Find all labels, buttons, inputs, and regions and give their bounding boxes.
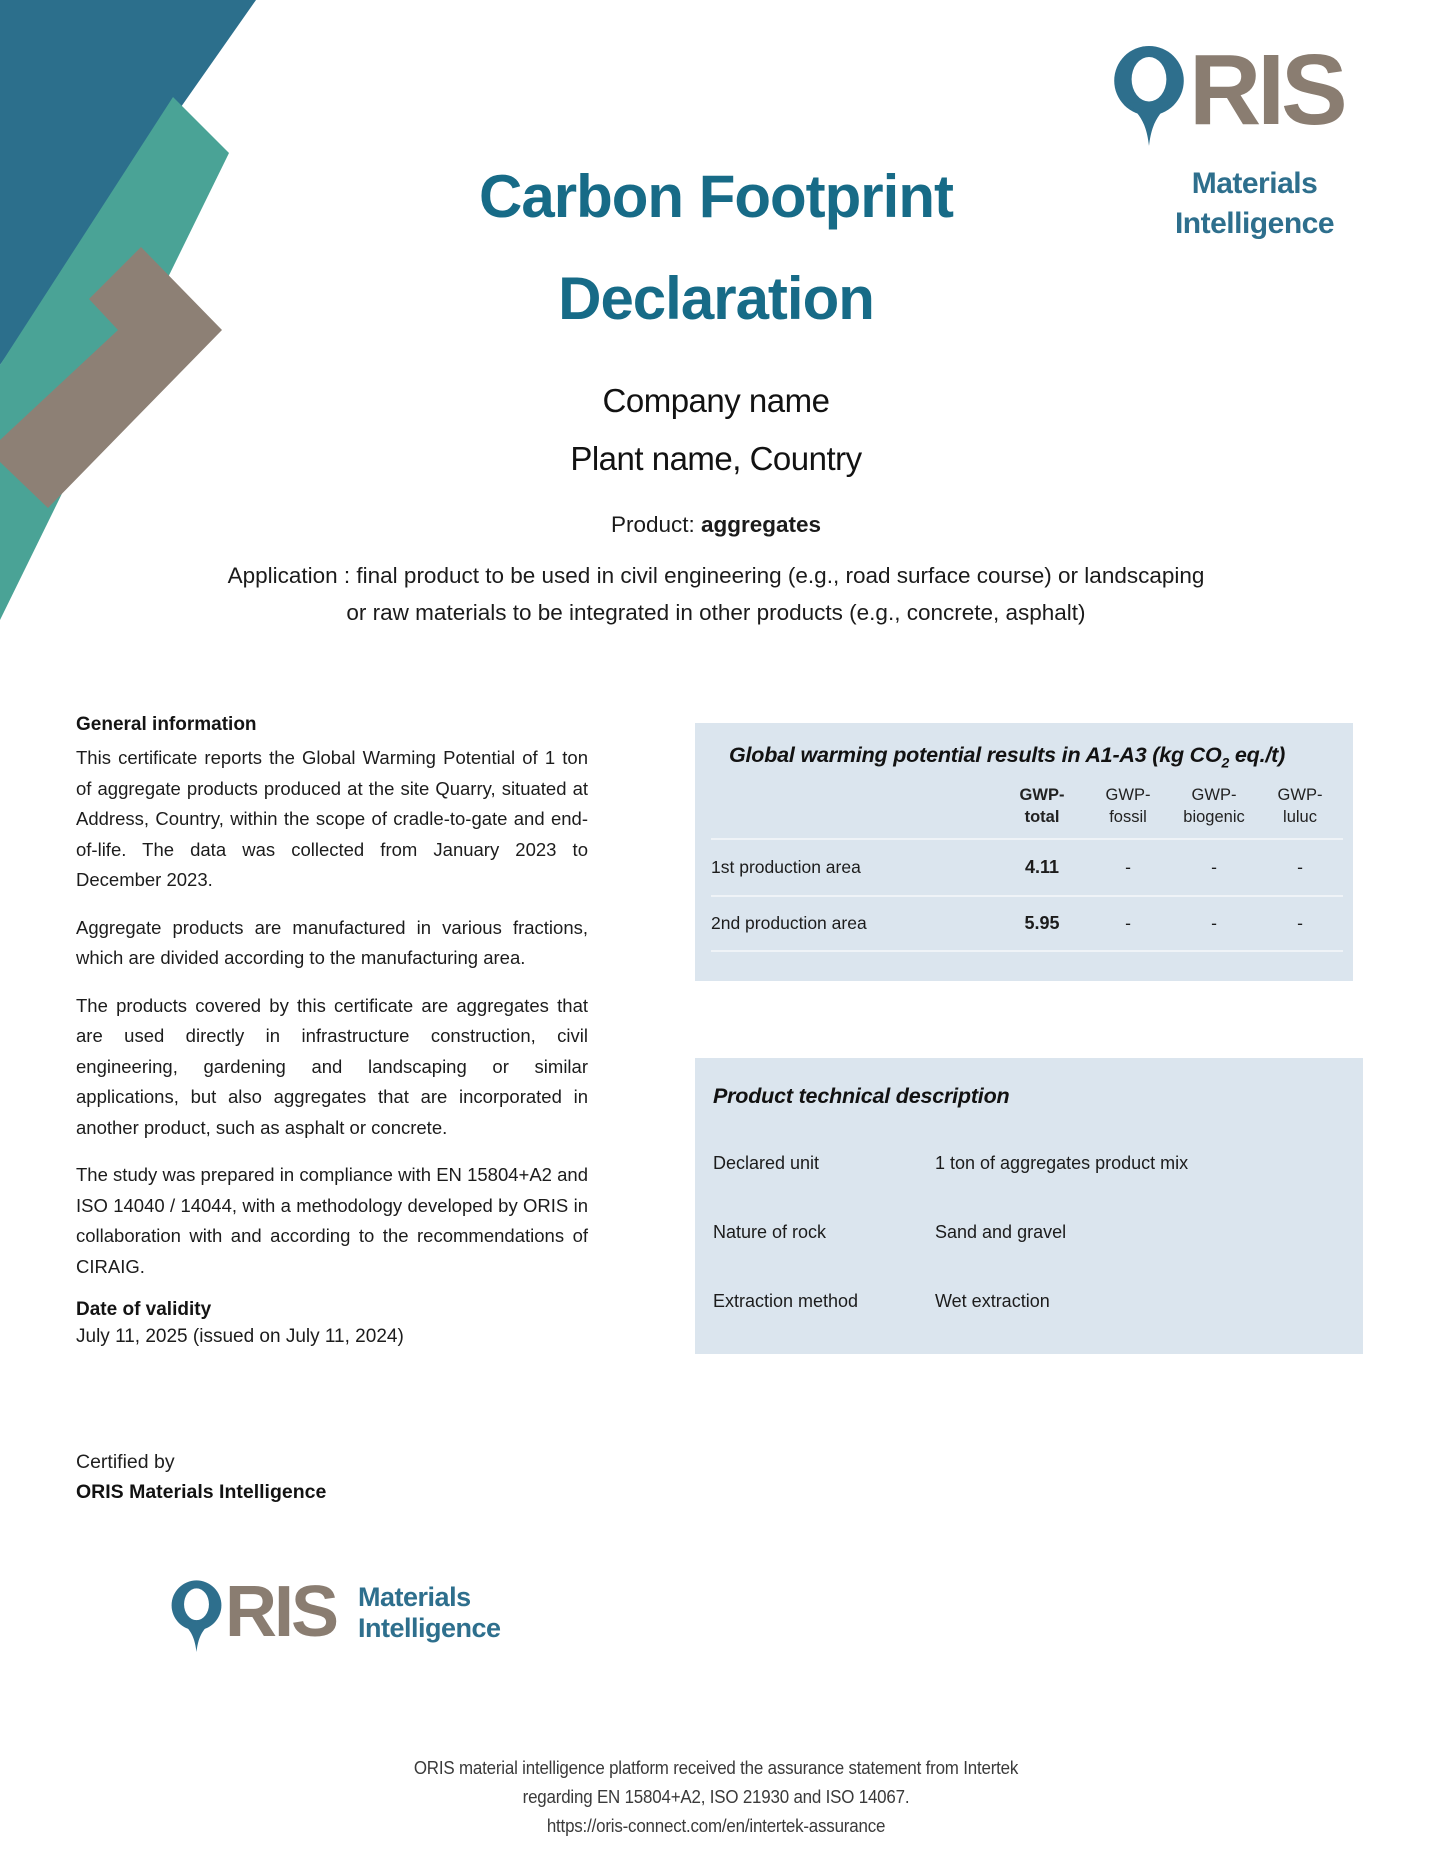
tagline-materials: Materials	[358, 1582, 471, 1612]
gwp-header-line: total	[1024, 808, 1060, 827]
gwp-panel-title	[711, 743, 1343, 770]
product-value: aggregates	[700, 512, 822, 537]
technical-row-value: Sand and gravel	[935, 1222, 1067, 1242]
gwp-title-text: Global warming potential results in A1-A3 (kg CO	[729, 743, 1222, 767]
gwp-row-label: 1st production area	[711, 857, 861, 878]
certified-by-label: Certified by	[76, 1451, 175, 1473]
gwp-header-line: fossil	[1109, 808, 1147, 827]
technical-row-value: 1 ton of aggregates product mix	[935, 1153, 1189, 1173]
gwp-value-fossil: -	[1125, 913, 1131, 934]
technical-row-value: Wet extraction	[935, 1291, 1050, 1311]
gwp-value-total: 4.11	[1024, 857, 1060, 878]
gwp-table	[711, 784, 1343, 952]
certified-by-name: ORIS Materials Intelligence	[76, 1481, 327, 1503]
certified-by-block	[76, 1447, 326, 1507]
gwp-table-row	[711, 895, 1343, 952]
gwp-header-line: GWP-	[1277, 786, 1323, 805]
general-info-paragraph: The products covered by this certificate are aggregates that are used directly in infrastructure construction, civil engineering, gardening and landscaping or similar applications, but also aggregates that are incorporated in another product, such as asphalt or concrete.	[76, 994, 588, 1138]
assurance-url-link[interactable]: https://oris-connect.com/en/intertek-assurance	[546, 1816, 886, 1836]
gwp-value-luluc: -	[1297, 857, 1303, 878]
gwp-header-line: GWP-	[1019, 786, 1065, 805]
tagline-materials: Materials	[1191, 167, 1318, 200]
gwp-column-header-fossil	[1085, 784, 1171, 828]
gwp-value-fossil: -	[1125, 857, 1131, 878]
general-info-paragraph: This certificate reports the Global Warming Potential of 1 ton of aggregate products produced at the site Quarry, situated at Address, Country, within the scope of cradle-to-gate and end-of-life. The data was collected from January 2023 to December 2023.	[76, 747, 588, 890]
title-line-1: Carbon Footprint	[479, 163, 953, 230]
plant-location: Plant name, Country	[570, 440, 862, 477]
technical-row-label: Extraction method	[713, 1291, 859, 1311]
gwp-value-luluc: -	[1297, 913, 1303, 934]
oris-pin-icon	[170, 1579, 223, 1655]
application-line-1: Application : final product to be used in civil engineering (e.g., road surface course) or landscaping	[227, 563, 1205, 588]
document-title	[216, 158, 1216, 338]
application-block	[86, 557, 1346, 631]
application-line-2: or raw materials to be integrated in other products (e.g., concrete, asphalt)	[346, 600, 1086, 625]
gwp-row-label: 2nd production area	[711, 913, 867, 934]
gwp-table-row	[711, 838, 1343, 895]
title-line-2: Declaration	[558, 265, 874, 332]
general-info-paragraph: The study was prepared in compliance with EN 15804+A2 and ISO 14040 / 14044, with a methodology developed by ORIS in collaboration with and according to the recommendations of CIRAIG.	[76, 1164, 588, 1277]
gwp-value-total: 5.95	[1024, 913, 1060, 934]
oris-tagline	[358, 1582, 501, 1644]
technical-row	[713, 1153, 1347, 1174]
date-of-validity-text: July 11, 2025 (issued on July 11, 2024)	[76, 1326, 404, 1347]
footer-line-2: regarding EN 15804+A2, ISO 21930 and ISO 14067.	[522, 1787, 910, 1807]
tagline-intelligence: Intelligence	[1174, 207, 1335, 240]
gwp-title-suffix: eq./t)	[1229, 743, 1286, 767]
general-information-heading: General information	[76, 714, 257, 735]
technical-row	[713, 1222, 1347, 1243]
assurance-footer	[43, 1754, 1389, 1841]
product-label: Product:	[610, 512, 701, 537]
gwp-header-row	[711, 784, 1343, 838]
gwp-value-biogenic: -	[1211, 913, 1217, 934]
technical-row	[713, 1291, 1347, 1312]
gwp-column-header-luluc	[1257, 784, 1343, 828]
technical-panel-title: Product technical description	[713, 1084, 1010, 1108]
technical-description-panel	[695, 1058, 1363, 1354]
gwp-header-line: luluc	[1283, 808, 1317, 827]
oris-logo-bottom	[170, 1572, 501, 1655]
gwp-value-biogenic: -	[1211, 857, 1217, 878]
date-of-validity-heading: Date of validity	[76, 1299, 212, 1320]
gwp-column-header-total	[999, 784, 1085, 828]
general-info-paragraph: Aggregate products are manufactured in various fractions, which are divided according to the manufacturing area.	[76, 916, 588, 968]
footer-line-1: ORIS material intelligence platform received the assurance statement from Intertek	[413, 1758, 1019, 1778]
oris-wordmark: RIS	[1189, 34, 1344, 146]
gwp-title-subscript: 2	[1221, 754, 1230, 771]
company-block	[216, 372, 1216, 488]
gwp-header-line: GWP-	[1105, 786, 1151, 805]
gwp-column-header-biogenic	[1171, 784, 1257, 828]
technical-row-label: Declared unit	[713, 1153, 820, 1173]
general-information-section	[76, 714, 588, 1352]
tagline-intelligence: Intelligence	[358, 1613, 501, 1643]
oris-wordmark: RIS	[225, 1572, 337, 1652]
gwp-header-line: GWP-	[1191, 786, 1237, 805]
technical-row-label: Nature of rock	[713, 1222, 827, 1242]
company-name: Company name	[602, 382, 830, 419]
gwp-header-line: biogenic	[1183, 808, 1245, 827]
oris-pin-icon	[1112, 44, 1186, 150]
gwp-results-panel	[695, 723, 1353, 981]
product-line	[166, 512, 1266, 538]
